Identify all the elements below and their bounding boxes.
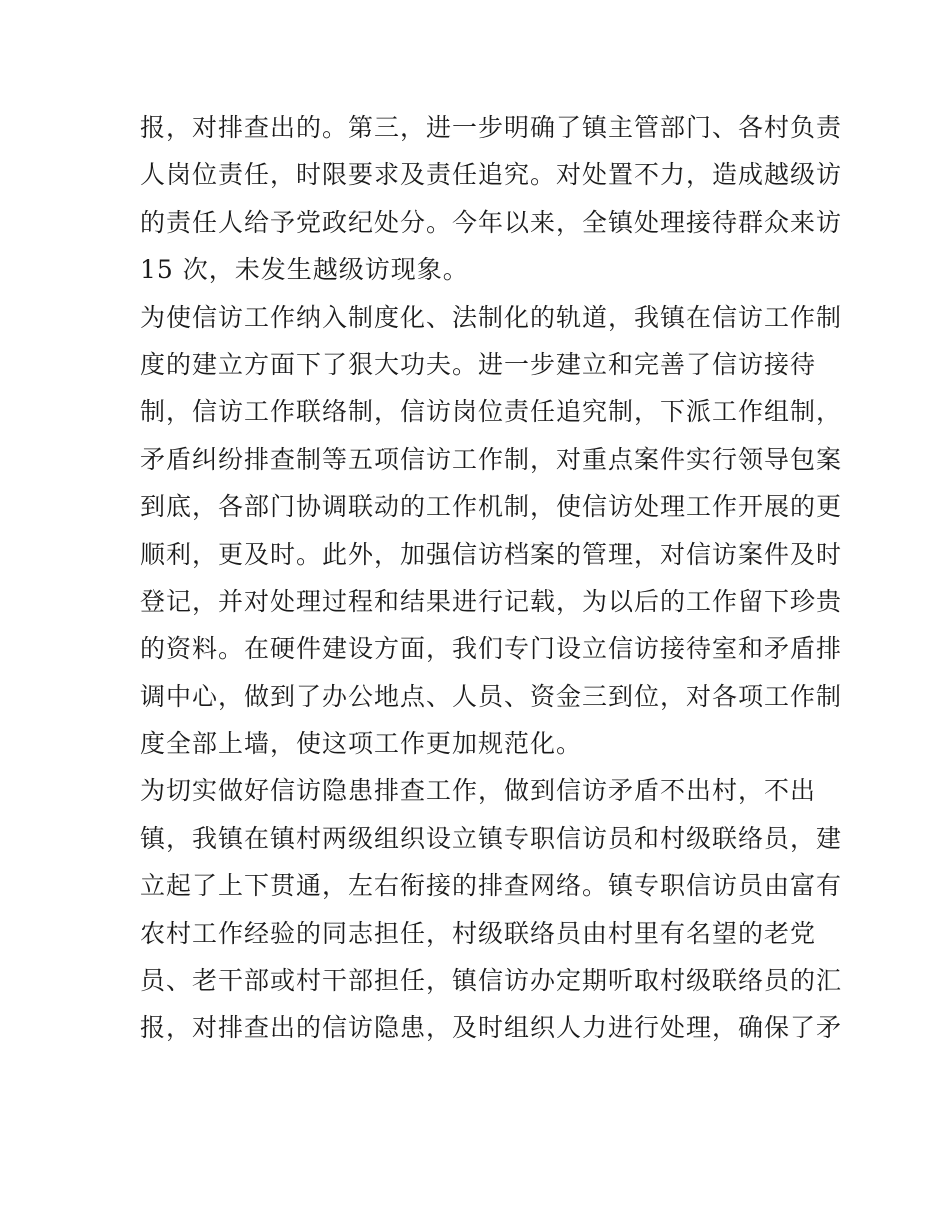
body-text: [140, 104, 843, 1052]
text-line: 为使信访工作纳入制度化、法制化的轨道，我镇在信访工作制: [140, 302, 843, 332]
text-line: 的资料。在硬件建设方面，我们专门设立信访接待室和矛盾排: [140, 634, 843, 664]
text-line: 报，对排查出的信访隐患，及时组织人力进行处理，确保了矛: [140, 1013, 843, 1043]
text-line: 矛盾纠纷排查制等五项信访工作制，对重点案件实行领导包案: [140, 444, 843, 474]
text-line: 度的建立方面下了狠大功夫。进一步建立和完善了信访接待: [140, 349, 817, 379]
text-line: 员、老干部或村干部担任，镇信访办定期听取村级联络员的汇: [140, 966, 843, 996]
text-line: 15 次，未发生越级访现象。: [140, 255, 469, 285]
text-line: 登记，并对处理过程和结果进行记载，为以后的工作留下珍贵: [140, 586, 843, 616]
text-line: 立起了上下贯通，左右衔接的排查网络。镇专职信访员由富有: [140, 871, 843, 901]
text-line: 调中心，做到了办公地点、人员、资金三到位，对各项工作制: [140, 681, 843, 711]
text-line: 到底，各部门协调联动的工作机制，使信访处理工作开展的更: [140, 492, 843, 522]
text-line: 顺利，更及时。此外，加强信访档案的管理，对信访案件及时: [140, 539, 843, 569]
text-line: 为切实做好信访隐患排查工作，做到信访矛盾不出村，不出: [140, 776, 817, 806]
text-line: 度全部上墙，使这项工作更加规范化。: [140, 729, 583, 759]
text-line: 人岗位责任，时限要求及责任追究。对处置不力，造成越级访: [140, 160, 843, 190]
text-line: 农村工作经验的同志担任，村级联络员由村里有名望的老党: [140, 918, 817, 948]
text-line: 报，对排查出的。第三，进一步明确了镇主管部门、各村负责: [140, 113, 843, 142]
text-line: 制，信访工作联络制，信访岗位责任追究制，下派工作组制，: [140, 397, 843, 427]
text-line: 镇，我镇在镇村两级组织设立镇专职信访员和村级联络员，建: [140, 823, 843, 853]
text-line: 的责任人给予党政纪处分。今年以来，全镇处理接待群众来访: [140, 207, 843, 237]
